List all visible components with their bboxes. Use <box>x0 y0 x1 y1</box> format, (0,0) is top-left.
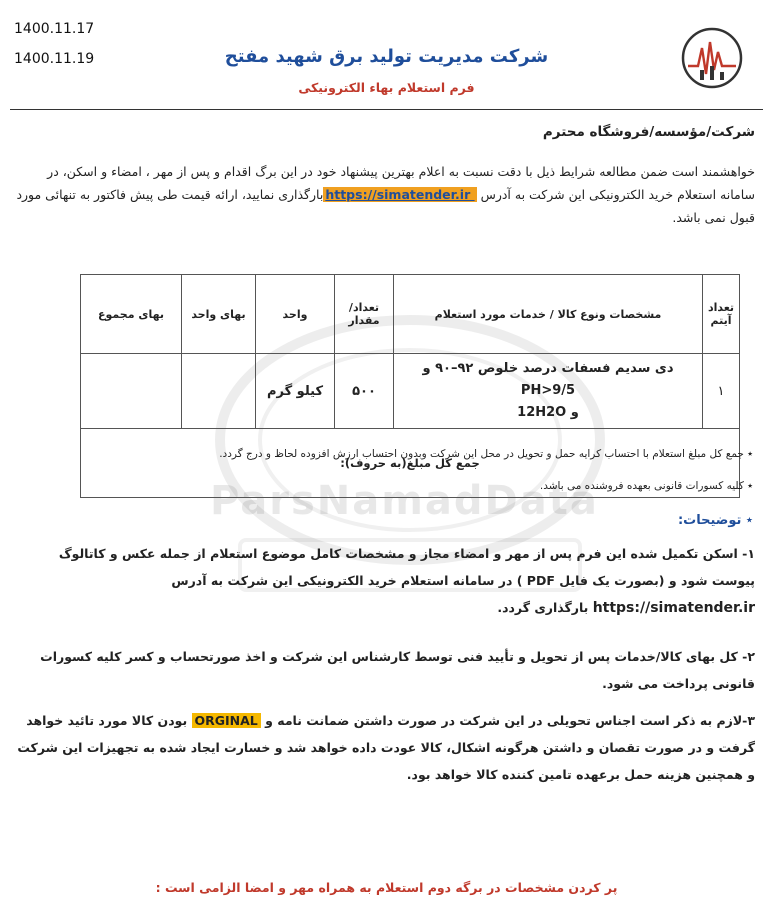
bullet-text: کلیه کسورات قانونی بعهده فروشنده می باشد. <box>539 480 744 492</box>
note-1-text: ۱- اسکن تکمیل شده این فرم پس از مهر و امضاء مجاز و مشخصات کامل موضوع استعلام از جمله عکس و کاتالوگ پیوست شود و (بصورت یک فایل PDF ) در سامانه استعلام خرید الکترونیکی این شرکت به آدرس <box>58 546 755 588</box>
note-3-text: ۳-لازم به ذکر است اجناس تحویلی در این شرکت در صورت داشتن ضمانت نامه و <box>260 713 755 728</box>
col-description: مشخصات ونوع کالا / خدمات مورد استعلام <box>394 275 703 354</box>
note-2: ۲- کل بهای کالا/خدمات پس از تحویل و تأیید فنی توسط کارشناس این شرکت و اخذ صورتحساب و کسر کلیه کسورات قانونی پرداخت می شود. <box>40 649 755 691</box>
bullet-symbol: ٭ <box>747 448 753 460</box>
table-row <box>81 354 740 429</box>
intro-text-2: بارگذاری نمایید، ارائه قیمت طی پیش فاکتور به تنهائی مورد قبول نمی باشد. <box>16 187 755 225</box>
greeting: شرکت/مؤسسه/فروشگاه محترم <box>542 124 755 140</box>
col-unit-price: بهای واحد <box>182 275 256 354</box>
bullet-symbol: ٭ <box>747 480 753 492</box>
items-table <box>80 274 740 498</box>
bullet-note-1 <box>13 448 753 460</box>
row-unit: کیلو گرم <box>256 354 335 429</box>
table-header-row <box>81 275 740 354</box>
intro-paragraph <box>15 160 755 229</box>
company-name: شرکت مدیریت تولید برق شهید مفتح <box>224 46 549 67</box>
watermark-text: ParsNamadData <box>210 478 599 524</box>
note-1-text-end: بارگذاری گردد. <box>497 600 593 615</box>
note-3 <box>15 707 755 788</box>
col-unit: واحد <box>256 275 335 354</box>
original-highlight: ORGINAL <box>192 713 261 728</box>
intro-text-1: خواهشمند است ضمن مطالعه شرایط ذیل با دقت نسبت به اعلام بهترین پیشنهاد خود در این برگ اقدام و پس از مهر ، امضاء و اسکن، در سامانه استعلام خرید الکترونیکی این شرکت به آدرس <box>47 164 755 202</box>
col-items-count: تعداد آیتم <box>703 275 740 354</box>
row-description-line2: و 12H2O <box>517 405 579 420</box>
simatender-link[interactable]: https://simatender.ir <box>325 187 475 202</box>
col-total-price: بهای مجموع <box>81 275 182 354</box>
row-quantity: ۵۰۰ <box>335 354 394 429</box>
bullet-text: جمع کل مبلغ استعلام با احتساب کرایه حمل و تحویل در محل این شرکت وبدون احتساب ارزش افزوده لحاظ و درج گردد. <box>219 448 744 460</box>
row-total-price-field[interactable] <box>81 354 182 429</box>
form-title: فرم استعلام بهاء الکترونیکی <box>298 80 475 95</box>
bullet-note-2 <box>13 480 753 492</box>
notes-heading: ٭ توضیحات: <box>677 513 753 528</box>
date-2: 1400.11.19 <box>14 51 95 67</box>
total-label[interactable]: جمع کل مبلغ(به حروف): <box>81 429 740 498</box>
row-description-line1: دی سدیم فسفات درصد خلوص ۹۲–۹۰ و PH>9/5 <box>422 361 674 398</box>
note-1 <box>15 540 755 622</box>
date-1: 1400.11.17 <box>14 21 95 37</box>
row-description <box>394 354 703 429</box>
header-divider <box>10 109 763 110</box>
row-unit-price-field[interactable] <box>182 354 256 429</box>
footer-notice: پر کردن مشخصات در برگه دوم استعلام به همراه مهر و امضا الزامی است : <box>155 880 618 895</box>
note-1-url[interactable]: https://simatender.ir <box>592 600 755 616</box>
row-index: ۱ <box>703 354 740 429</box>
col-quantity: تعداد/ مقدار <box>335 275 394 354</box>
note-3-text-end: بودن کالا مورد تائید خواهد گرفت و در صورت تقصان و داشتن هرگونه اشکال، کالا عودت داده خواهد شد و خسارت ایجاد شده به تجهیزات این شرکت و همچنین هزینه حمل برعهده تامین کننده کالا خواهد بود. <box>17 713 755 782</box>
